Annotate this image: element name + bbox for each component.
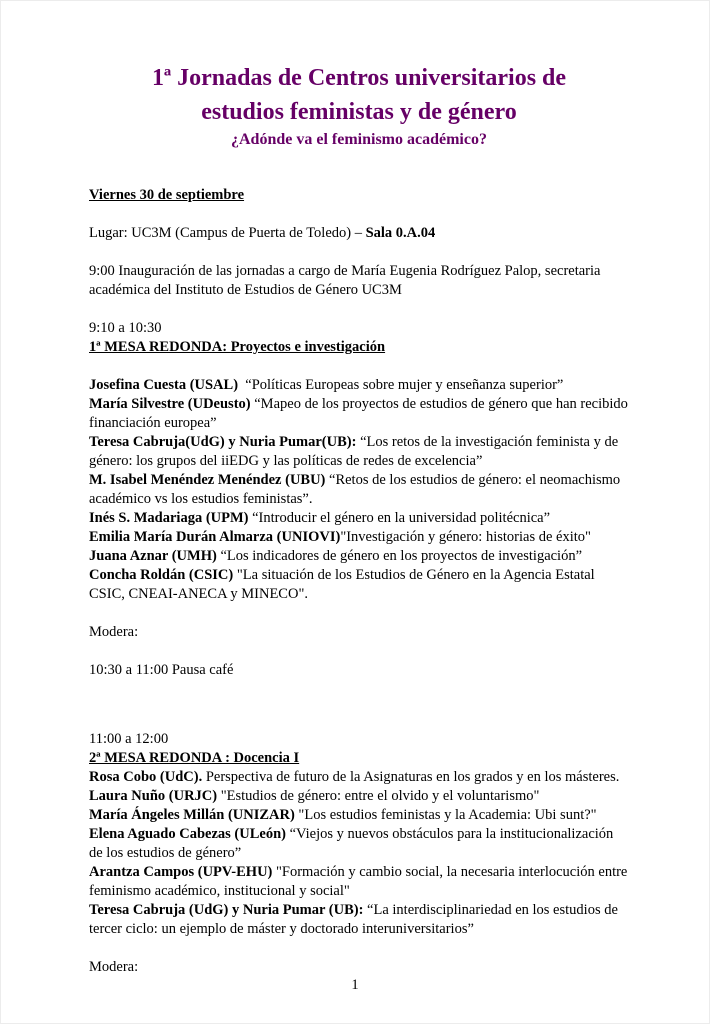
talk-title: “Viejos y nuevos obstáculos para la institucionalización de los estudios de género”	[89, 826, 617, 861]
speaker-name: María Ángeles Millán (UNIZAR)	[89, 807, 295, 823]
location-room: Sala 0.A.04	[365, 225, 436, 241]
day-heading-text: Viernes 30 de septiembre	[89, 187, 245, 203]
speaker-name: Josefina Cuesta (USAL)	[89, 377, 239, 393]
session-entry	[89, 566, 629, 604]
talk-title: “Retos de los estudios de género: el neomachismo académico vs los estudios feministas”.	[89, 472, 624, 507]
session2-moderator: Modera:	[89, 959, 139, 975]
session-entry	[89, 433, 629, 471]
talk-title: Perspectiva de futuro de la Asignaturas en los grados y en los másteres.	[202, 769, 620, 785]
session-entry	[89, 768, 629, 787]
title-line-1: 1ª Jornadas de Centros universitarios de	[151, 65, 567, 91]
session-entry	[89, 825, 629, 863]
day-heading	[89, 186, 629, 205]
session-entry	[89, 787, 629, 806]
session1-moderator: Modera:	[89, 624, 139, 640]
session-entry	[89, 863, 629, 901]
speaker-name: M. Isabel Menéndez Menéndez (UBU)	[89, 472, 326, 488]
speaker-name: María Silvestre (UDeusto)	[89, 396, 251, 412]
coffee-break-line: 10:30 a 11:00 Pausa café	[89, 662, 234, 678]
speaker-name: Inés S. Madariaga (UPM)	[89, 510, 249, 526]
speaker-name: Emilia María Durán Almarza (UNIOVI)	[89, 529, 341, 545]
session-entry	[89, 395, 632, 433]
session2-heading	[89, 749, 629, 768]
location-prefix: Lugar: UC3M (Campus de Puerta de Toledo) –	[89, 225, 366, 241]
talk-title: "La situación de los Estudios de Género en la Agencia Estatal CSIC, CNEAI-ANECA y MINECO".	[89, 567, 599, 602]
page-number: 1	[351, 977, 359, 993]
session-entry	[89, 901, 629, 939]
inauguration-line: 9:00 Inauguración de las jornadas a cargo de María Eugenia Rodríguez Palop, secretaria académica del Instituto de Estudios de Género UC3M	[89, 263, 601, 298]
talk-title: "Formación y cambio social, la necesaria interlocución entre feminismo académico, institucional y social"	[89, 864, 631, 899]
talk-title: "Investigación y género: historias de éxito"	[340, 529, 591, 545]
speaker-name: Concha Roldán (CSIC)	[89, 567, 234, 583]
speaker-name: Teresa Cabruja (UdG) y Nuria Pumar (UB):	[89, 902, 364, 918]
speaker-name: Laura Nuño (URJC)	[89, 788, 218, 804]
talk-title: “Los retos de la investigación feminista y de género: los grupos del iiEDG y las políticas de redes de excelencia”	[89, 434, 622, 469]
session2-entries	[89, 768, 629, 939]
session1-heading-text: 1ª MESA REDONDA: Proyectos e investigación	[89, 339, 386, 355]
speaker-name: Rosa Cobo (UdC).	[89, 769, 203, 785]
session1-entries	[89, 376, 632, 604]
talk-title: “Los indicadores de género en los proyectos de investigación”	[216, 548, 583, 564]
location-line	[89, 224, 629, 243]
talk-title: “Políticas Europeas sobre mujer y enseñanza superior”	[238, 377, 564, 393]
speaker-name: Arantza Campos (UPV-EHU)	[89, 864, 273, 880]
session1-time: 9:10 a 10:30	[89, 320, 162, 336]
document-title	[89, 61, 629, 129]
talk-title: "Los estudios feministas y la Academia: Ubi sunt?"	[294, 807, 597, 823]
title-line-2: estudios feministas y de género	[201, 99, 517, 125]
session-entry	[89, 471, 629, 509]
session1-heading	[89, 338, 629, 357]
document-subtitle: ¿Adónde va el feminismo académico?	[231, 131, 487, 148]
talk-title: “La interdisciplinariedad en los estudios de tercer ciclo: un ejemplo de máster y doctorado interuniversitarios”	[89, 902, 622, 937]
session2-time: 11:00 a 12:00	[89, 731, 169, 747]
talk-title: “Mapeo de los proyectos de estudios de género que han recibido financiación europea”	[89, 396, 632, 431]
talk-title: "Estudios de género: entre el olvido y el voluntarismo"	[217, 788, 540, 804]
session-entry	[89, 528, 629, 547]
session-entry	[89, 509, 629, 528]
session-entry	[89, 376, 629, 395]
session-entry	[89, 547, 629, 566]
session-entry	[89, 806, 629, 825]
speaker-name: Teresa Cabruja(UdG) y Nuria Pumar(UB):	[89, 434, 357, 450]
speaker-name: Juana Aznar (UMH)	[89, 548, 217, 564]
talk-title: “Introducir el género en la universidad politécnica”	[248, 510, 551, 526]
session2-heading-text: 2ª MESA REDONDA : Docencia I	[89, 750, 300, 766]
speaker-name: Elena Aguado Cabezas (ULeón)	[89, 826, 286, 842]
